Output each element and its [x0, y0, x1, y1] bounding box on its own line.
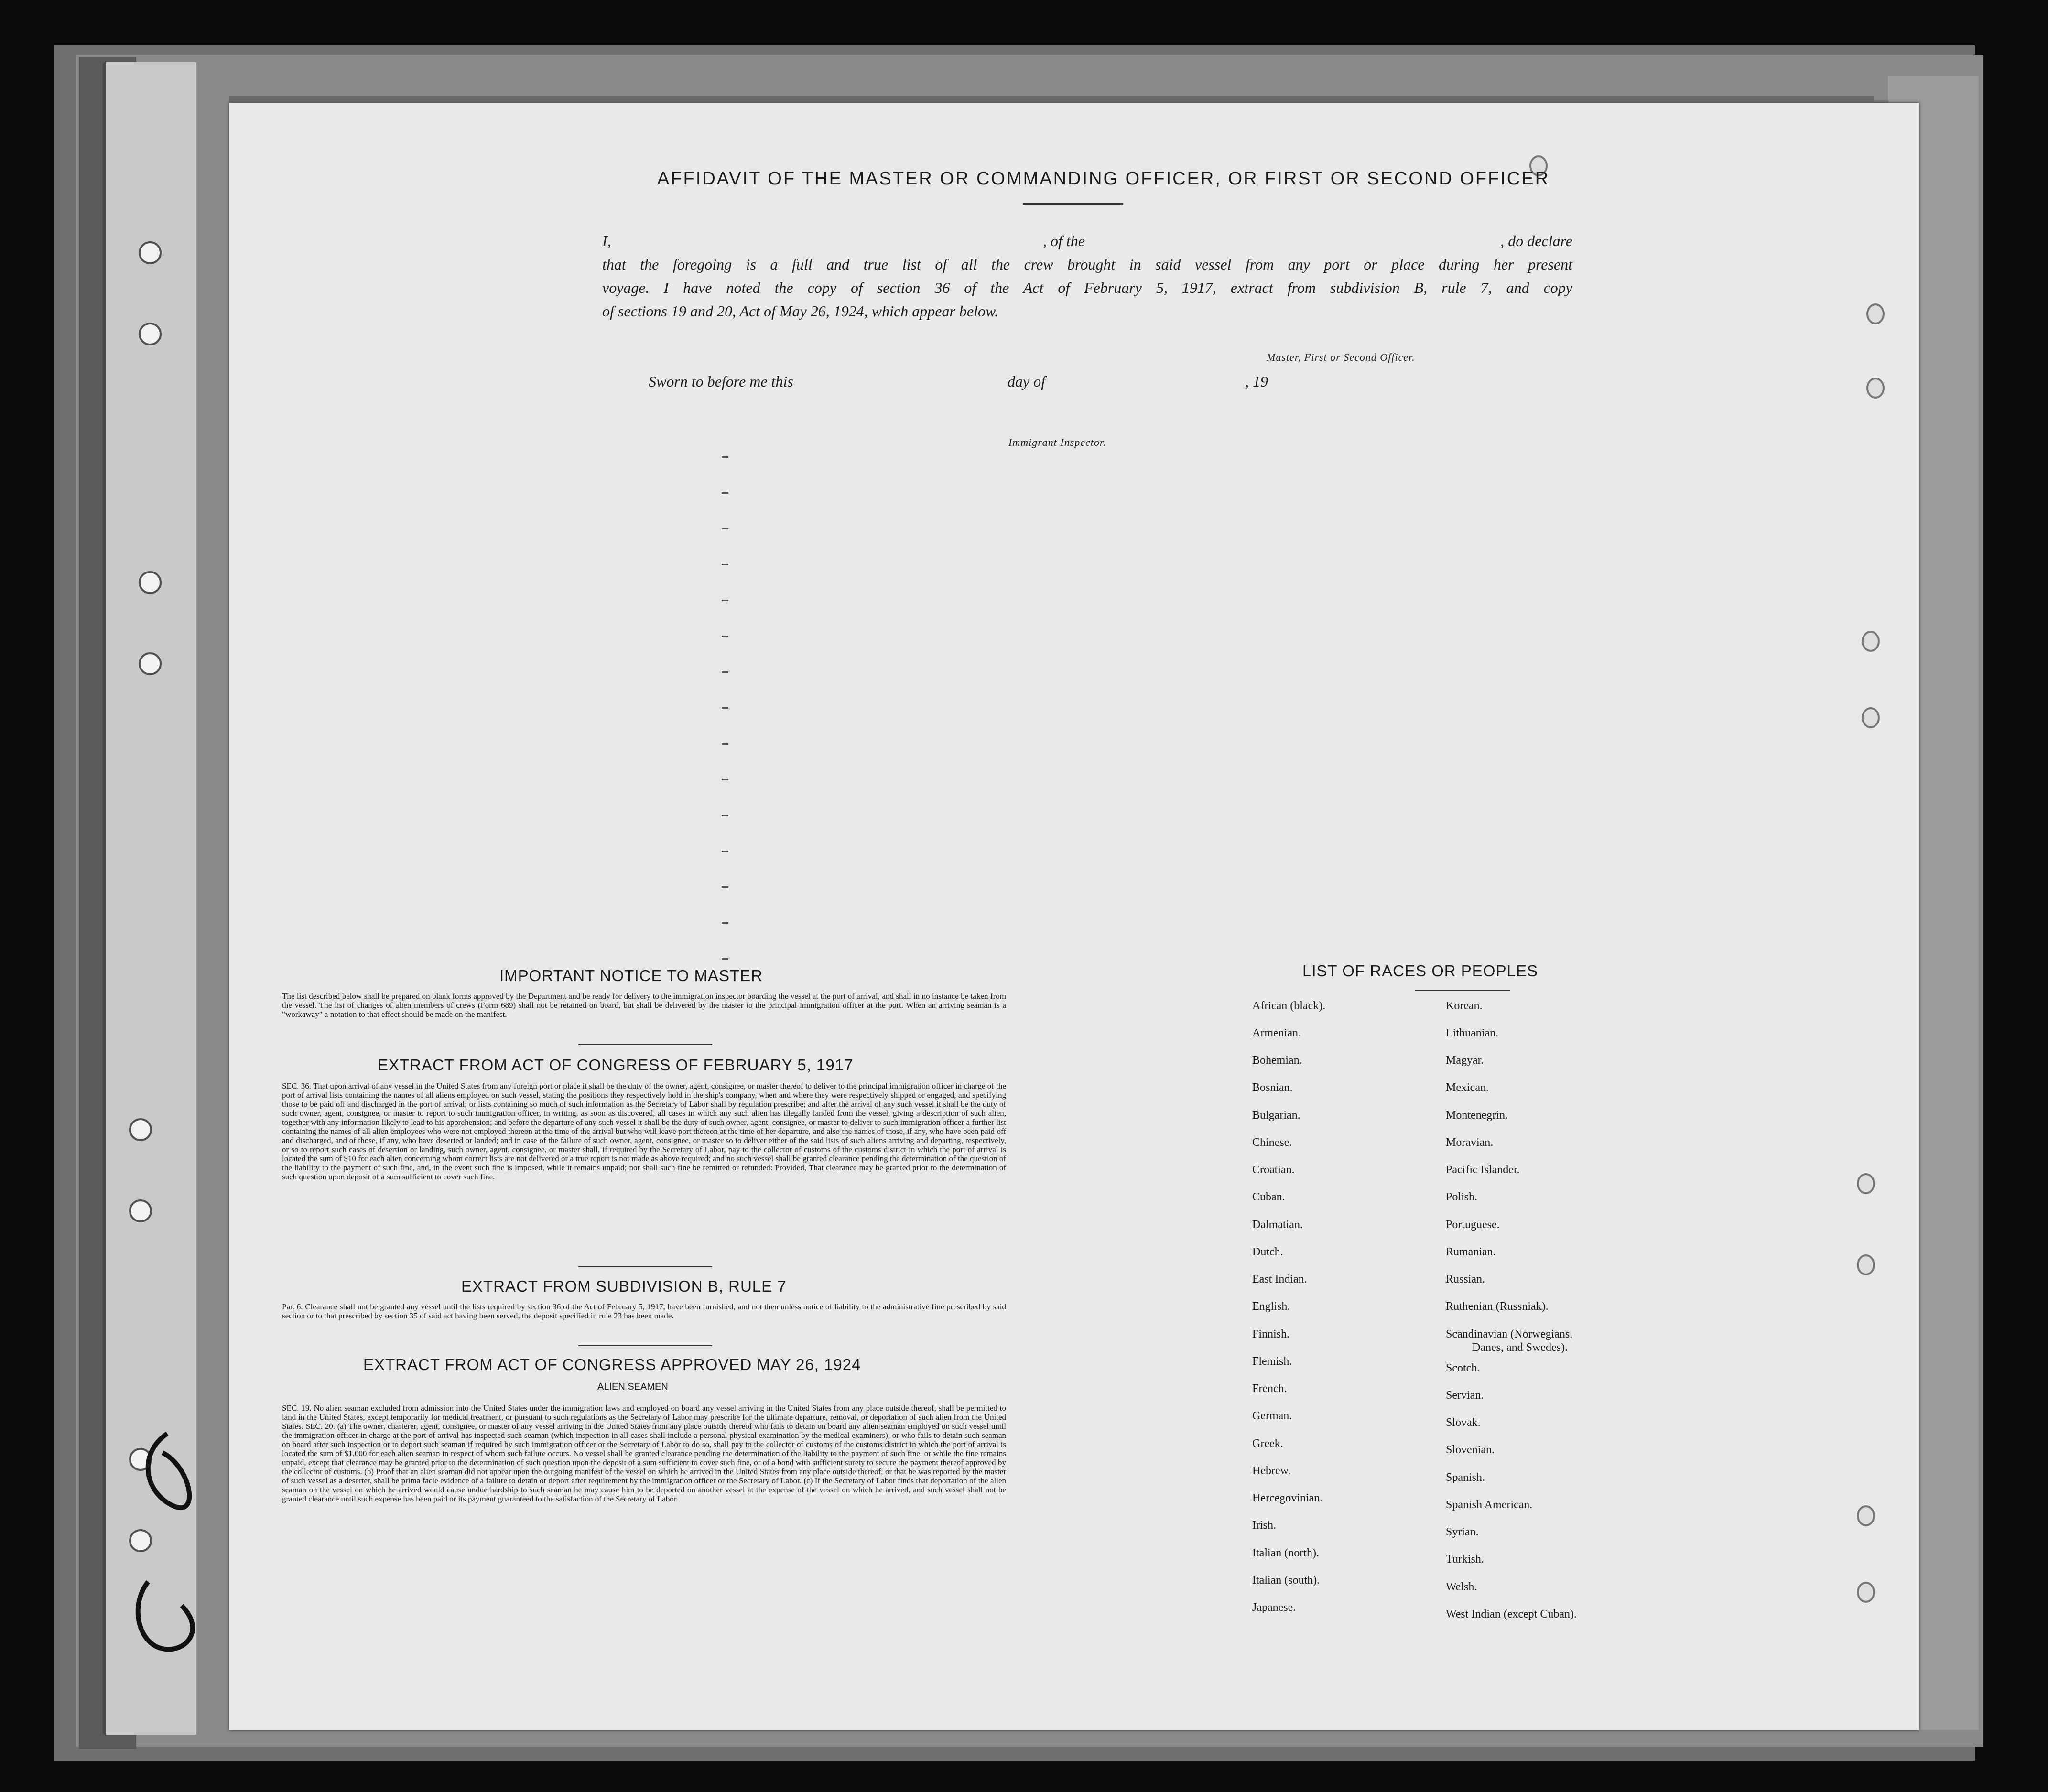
race-item: Dutch.: [1252, 1246, 1283, 1258]
race-item: Greek.: [1252, 1437, 1283, 1450]
binding-hole: [129, 1199, 152, 1222]
affidavit-line-4: of sections 19 and 20, Act of May 26, 1924, which appear below.: [602, 302, 998, 320]
margin-tick: [722, 922, 728, 924]
races-title: LIST OF RACES OR PEOPLES: [1302, 962, 1538, 980]
race-item: Dalmatian.: [1252, 1219, 1303, 1231]
punch-hole: [1857, 1254, 1875, 1275]
margin-tick: [722, 743, 728, 745]
margin-tick: [722, 707, 728, 709]
race-item: Rumanian.: [1446, 1246, 1496, 1258]
margin-tick: [722, 671, 728, 673]
race-item: Mexican.: [1446, 1081, 1489, 1094]
notice-body: The list described below shall be prepared on blank forms approved by the Department and be ready for delivery to the immigration inspector boarding the vessel at the port of arrival, and shall in no instance be taken from the vessel. The list of changes of alien members of crews (Form 689) shall not be retained on board, but shall be delivered by the master to the principal immigration officer at the port. When an arriving seaman is a "workaway" a notation to that effect should be made on the manifest.: [282, 992, 1006, 1019]
punch-hole: [1862, 707, 1880, 728]
sworn-label: Sworn to before me this: [649, 373, 793, 390]
race-item: Pacific Islander.: [1446, 1164, 1520, 1176]
section-rule: [578, 1345, 712, 1346]
binding-hole: [139, 571, 162, 594]
margin-tick: [722, 886, 728, 888]
extract-1917-title: EXTRACT FROM ACT OF CONGRESS OF FEBRUARY 5, 1917: [378, 1056, 854, 1074]
race-item: Flemish.: [1252, 1355, 1292, 1368]
affidavit-i: I,: [602, 232, 611, 249]
extract-1924-title: EXTRACT FROM ACT OF CONGRESS APPROVED MAY 26, 1924: [363, 1356, 861, 1373]
race-item: Ruthenian (Russniak).: [1446, 1300, 1549, 1313]
punch-hole: [1857, 1505, 1875, 1526]
races-rule: [1415, 990, 1510, 991]
race-item: Lithuanian.: [1446, 1027, 1498, 1039]
race-item: Polish.: [1446, 1191, 1478, 1203]
race-item: Servian.: [1446, 1389, 1484, 1402]
punch-hole: [1857, 1582, 1875, 1603]
race-item: Italian (north).: [1252, 1547, 1319, 1559]
race-item: Scotch.: [1446, 1362, 1480, 1374]
race-item: Italian (south).: [1252, 1574, 1320, 1587]
race-item: French.: [1252, 1382, 1287, 1395]
race-item: Moravian.: [1446, 1136, 1494, 1149]
binding-hole: [139, 323, 162, 345]
rule-7-body: Par. 6. Clearance shall not be granted any vessel until the lists required by section 36 of the Act of February 5, 1917, have been furnished, and not then unless notice of liability to the administrative fine prescribed by said section or to that prescribed by section 35 of said act having been served, the deposit specified in rule 23 has been made.: [282, 1302, 1006, 1320]
margin-tick: [722, 600, 728, 601]
extract-1917-body: SEC. 36. That upon arrival of any vessel in the United States from any foreign port or place it shall be the duty of the owner, agent, consignee, or master thereof to deliver to the principal immigration officer in charge of the port of arrival lists containing the names of all aliens employed on such vessel, stating the positions they respectively hold in the ship's company, when and where they were respectively shipped or engaged, and specifying those to be paid off and discharged in the port of arrival; or lists containing so much of such information as the Secretary of Labor shall by regulation prescribe; and after the arrival of any such vessel it shall be the duty of such owner, agent, consignee, or master to report to such immigration officer, in writing, as soon as discovered, all cases in which any such alien has illegally landed from the vessel, giving a description of such alien, together with any information likely to lead to his apprehension; and before the departure of any such vessel it shall be the duty of such owner, agent, consignee, or master to deliver to such immigration officer a further list containing the names of all alien employees who were not employed thereon at the time of the arrival but who will leave port thereon at the time of her departure, and also the names of those, if any, who have been paid off and discharged, and of those, if any, who have deserted or landed; and in case of the failure of such owner, agent, consignee, or master so to deliver either of the said lists of such aliens arriving and departing, respectively, or so to report such cases of desertion or landing, such owner, agent, consignee, or master shall, if required by the Secretary of Labor, pay to the collector of customs of the customs district in which the port of arrival is located the sum of $10 for each alien concerning whom correct lists are not delivered or a true report is not made as above required; and no such vessel shall be granted clearance pending the determination of the question of the liability to the payment of such fine, and, in the event such fine is imposed, while it remains unpaid; nor shall such fine be remitted or refunded: Provided, That clearance may be granted prior to the determination of such question upon deposit of a sum sufficient to cover such fine.: [282, 1081, 1006, 1181]
race-item: Croatian.: [1252, 1164, 1295, 1176]
margin-tick: [722, 815, 728, 816]
race-item: Hercegovinian.: [1252, 1492, 1323, 1504]
margin-tick: [722, 779, 728, 780]
inspector-label: Immigrant Inspector.: [1008, 436, 1106, 448]
day-of-label: day of: [1008, 373, 1046, 390]
race-item: Finnish.: [1252, 1328, 1290, 1340]
race-item: Hebrew.: [1252, 1465, 1291, 1477]
race-item: Syrian.: [1446, 1526, 1479, 1538]
affidavit-line-3: voyage. I have noted the copy of section 36 of the Act of February 5, 1917, extract from subdivision B, rule 7, and copy: [602, 279, 1572, 296]
pencil-scribble: [110, 1424, 234, 1673]
race-item: Slovak.: [1446, 1416, 1481, 1429]
margin-tick: [722, 456, 728, 458]
race-item: West Indian (except Cuban).: [1446, 1608, 1577, 1620]
margin-tick: [722, 564, 728, 565]
signer-title: Master, First or Second Officer.: [1267, 351, 1415, 363]
margin-tick: [722, 636, 728, 637]
binding-hole: [129, 1118, 152, 1141]
document-page: [229, 103, 1919, 1730]
notice-title: IMPORTANT NOTICE TO MASTER: [499, 967, 763, 984]
race-item: Bohemian.: [1252, 1054, 1302, 1067]
back-sheet-text: [229, 96, 1874, 102]
punch-hole: [1862, 631, 1880, 652]
rule-7-title: EXTRACT FROM SUBDIVISION B, RULE 7: [461, 1277, 787, 1295]
race-item: Cuban.: [1252, 1191, 1285, 1203]
race-item: Spanish.: [1446, 1471, 1485, 1484]
race-item: East Indian.: [1252, 1273, 1307, 1285]
affidavit-line-2: that the foregoing is a full and true list of all the crew brought in said vessel from any port or place during her present: [602, 256, 1572, 273]
race-item: Slovenian.: [1446, 1444, 1495, 1456]
race-item: Welsh.: [1446, 1581, 1477, 1593]
section-rule: [578, 1266, 712, 1267]
race-item: African (black).: [1252, 1000, 1326, 1012]
race-item: Armenian.: [1252, 1027, 1301, 1039]
binding-hole: [139, 241, 162, 264]
year-label: , 19: [1245, 373, 1268, 390]
race-item: Bosnian.: [1252, 1081, 1293, 1094]
margin-tick: [722, 528, 728, 529]
race-item: Korean.: [1446, 1000, 1483, 1012]
race-item: Russian.: [1446, 1273, 1485, 1285]
binding-hole: [139, 652, 162, 675]
punch-hole: [1866, 378, 1885, 399]
margin-tick: [722, 958, 728, 960]
affidavit-body: [602, 229, 1572, 323]
title-rule: [1023, 203, 1123, 205]
race-item: Bulgarian.: [1252, 1109, 1300, 1122]
punch-hole: [1857, 1173, 1875, 1194]
punch-hole: [1866, 303, 1885, 324]
affidavit-of-the: , of the: [1043, 232, 1085, 249]
affidavit-title: AFFIDAVIT OF THE MASTER OR COMMANDING OFFICER, OR FIRST OR SECOND OFFICER: [657, 169, 1550, 189]
extract-1924-subtitle: ALIEN SEAMEN: [597, 1382, 668, 1392]
race-item: Scandinavian (Norwegians,: [1446, 1328, 1573, 1340]
race-item: Montenegrin.: [1446, 1109, 1508, 1122]
race-item: English.: [1252, 1300, 1290, 1313]
race-item: Irish.: [1252, 1519, 1276, 1532]
margin-tick: [722, 851, 728, 852]
race-item: Magyar.: [1446, 1054, 1484, 1067]
race-item: Portuguese.: [1446, 1219, 1500, 1231]
margin-tick: [722, 492, 728, 494]
race-item: Danes, and Swedes).: [1472, 1341, 1568, 1354]
race-item: Japanese.: [1252, 1601, 1296, 1614]
section-rule: [578, 1044, 712, 1045]
affidavit-line-1: [602, 229, 1572, 253]
race-item: German.: [1252, 1410, 1292, 1422]
extract-1924-body: SEC. 19. No alien seaman excluded from admission into the United States under the immigration laws and employed on board any vessel arriving in the United States from any place outside thereof, shall be permitted to land in the United States, except temporarily for medical treatment, or pursuant to such regulations as the Secretary of Labor may prescribe for the ultimate departure, removal, or deportation of such alien from the United States. SEC. 20. (a) The owner, charterer, agent, consignee, or master of any vessel arriving in the United States from any place outside thereof who fails to detain on board any alien seaman employed on such vessel until the immigration officer in charge at the port of arrival has inspected such seaman (which inspection in all cases shall include a personal physical examination by the medical examiners), or who fails to detain such seaman on board after such inspection or to deport such seaman if required by such immigration officer or the Secretary of Labor to do so, shall pay to the collector of customs of the customs district in which the port of arrival is located the sum of $1,000 for each alien seaman in respect of whom such failure occurs. No vessel shall be granted clearance pending the determination of the liability to the payment of such fine, or while the fine remains unpaid, except that clearance may be granted prior to the determination of such question upon the deposit of a sum sufficient to cover such fine, or of a bond with sufficient surety to secure the payment thereof approved by the collector of customs. (b) Proof that an alien seaman did not appear upon the outgoing manifest of the vessel on which he arrived in the United States from any place outside thereof, or that he was reported by the master of such vessel as a deserter, shall be prima facie evidence of a failure to detain or deport after requirement by the immigration officer or the Secretary of Labor. (c) If the Secretary of Labor finds that deportation of the alien seaman on the vessel on which he arrived would cause undue hardship to such seaman he may cause him to be deported on another vessel at the expense of the vessel on which he arrived, and such vessel shall not be granted clearance until such expense has been paid or its payment guaranteed to the satisfaction of the Secretary of Labor.: [282, 1403, 1006, 1503]
affidavit-declare: , do declare: [1500, 232, 1572, 249]
race-item: Turkish.: [1446, 1553, 1484, 1565]
race-item: Chinese.: [1252, 1136, 1292, 1149]
race-item: Spanish American.: [1446, 1499, 1533, 1511]
